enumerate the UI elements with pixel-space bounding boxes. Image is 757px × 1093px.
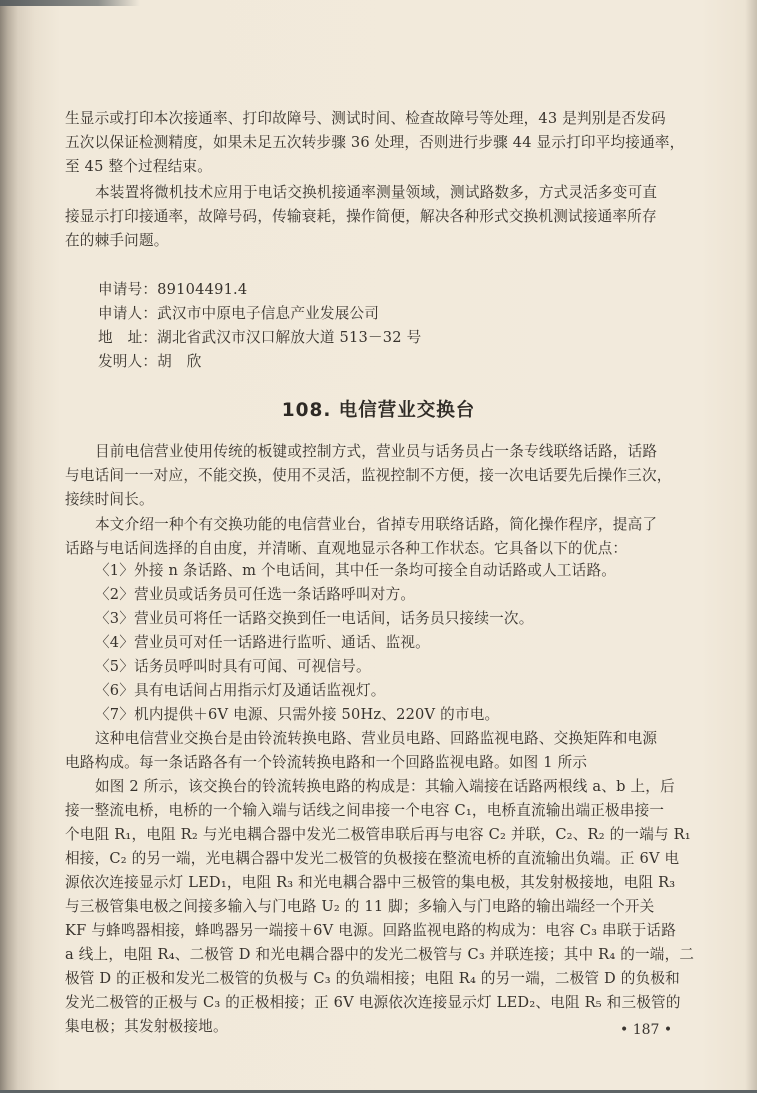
advantage-item: 〈6〉具有电话间占用指示灯及通话监视灯。 (95, 682, 386, 699)
intro-line: 接续时间长。 (65, 491, 154, 508)
circuit-line: 源依次连接显示灯 LED₁，电阻 R₃ 和光电耦合器中三极管的集电极，其发射极接地，电阻 R₃ (65, 874, 676, 891)
summary-line: 本装置将微机技术应用于电话交换机接通率测量领域，测试路数多，方式灵活多变可直 (95, 184, 658, 201)
page-number: • 187 • (620, 1022, 673, 1038)
circuit-line: 接一整流电桥，电桥的一个输入端与话线之间串接一个电容 C₁，电桥直流输出端正极串接一 (65, 802, 665, 819)
circuit-line: 与三极管集电极之间接多输入与门电路 U₂ 的 11 脚；多输入与门电路的输出端经一个开关 (65, 898, 655, 915)
summary-line: 在的棘手问题。 (65, 232, 169, 249)
summary-line: 接显示打印接通率，故障号码，传输衰耗，操作简便，解决各种形式交换机测试接通率所存 (65, 208, 657, 225)
continuation-line: 至 45 整个过程结束。 (65, 158, 212, 175)
structure-line: 这种电信营业交换台是由铃流转换电路、营业员电路、回路监视电路、交换矩阵和电源 (95, 730, 658, 747)
continuation-line: 五次以保证检测精度，如果未足五次转步骤 36 处理，否则进行步骤 44 显示打印平均接通率， (65, 134, 685, 151)
advantage-item: 〈5〉话务员呼叫时具有可闻、可视信号。 (95, 658, 371, 675)
advantage-item: 〈4〉营业员可对任一话路进行监听、通话、监视。 (95, 634, 430, 651)
advantage-item: 〈7〉机内提供＋6V 电源、只需外接 50Hz、220V 的市电。 (95, 706, 500, 723)
structure-line: 电路构成。每一条话路各有一个铃流转换电路和一个回路监视电路。如图 1 所示 (65, 754, 588, 771)
advantage-item: 〈1〉外接 n 条话路、m 个电话间，其中任一条均可接全自动话路或人工话路。 (95, 562, 617, 579)
applicant: 申请人：武汉市中原电子信息产业发展公司 (98, 305, 380, 322)
article-title: 108. 电信营业交换台 (281, 400, 476, 421)
circuit-line: 如图 2 所示，该交换台的铃流转换电路的构成是：其输入端接在话路两根线 a、b 上，后 (95, 778, 675, 795)
advantage-item: 〈2〉营业员或话务员可任选一条话路呼叫对方。 (95, 586, 416, 603)
intro2-line: 话路与电话间选择的自由度，并清晰、直观地显示各种工作状态。它具备以下的优点： (65, 540, 628, 557)
address: 地 址：湖北省武汉市汉口解放大道 513－32 号 (98, 329, 422, 346)
circuit-line: 极管 D 的正极和发光二极管的负极与 C₃ 的负端相接；电阻 R₄ 的另一端，二极管 D 的负极和 (65, 970, 680, 987)
continuation-line: 生显示或打印本次接通率、打印故障号、测试时间、检查故障号等处理，43 是判别是否发码 (65, 110, 666, 127)
intro2-line: 本文介绍一种个有交换功能的电信营业台，省掉专用联络话路，简化操作程序，提高了 (95, 516, 658, 533)
application-number: 申请号：89104491.4 (98, 281, 248, 298)
circuit-line: a 线上，电阻 R₄、二极管 D 和光电耦合器中的发光二极管与 C₃ 并联连接；其中 R₄ 的一端，二 (65, 946, 695, 963)
intro-line: 与电话间一一对应，不能交换，使用不灵活，监视控制不方便，接一次电话要先后操作三次， (65, 467, 672, 484)
circuit-line: 集电极；其发射极接地。 (65, 1018, 228, 1035)
inventor: 发明人：胡 欣 (98, 353, 202, 370)
circuit-line: 个电阻 R₁，电阻 R₂ 与光电耦合器中发光二极管串联后再与电容 C₂ 并联，C₂、R₂ 的一端与 R₁ (65, 826, 691, 843)
intro-line: 目前电信营业使用传统的板键或控制方式，营业员与话务员占一条专线联络话路，话路 (95, 443, 658, 460)
circuit-line: KF 与蜂鸣器相接，蜂鸣器另一端接＋6V 电源。回路监视电路的构成为：电容 C₃ 串联于话路 (65, 922, 677, 939)
scan-edge-shadow (0, 0, 140, 6)
circuit-line: 相接，C₂ 的另一端，光电耦合器中发光二极管的负极接在整流电桥的直流输出负端。正 6V 电 (65, 850, 680, 867)
circuit-line: 发光二极管的正极与 C₃ 的正极相接；正 6V 电源依次连接显示灯 LED₂、电阻 R₅ 和三极管的 (65, 994, 681, 1011)
advantage-item: 〈3〉营业员可将任一话路交换到任一电话间，话务员只接续一次。 (95, 610, 534, 627)
